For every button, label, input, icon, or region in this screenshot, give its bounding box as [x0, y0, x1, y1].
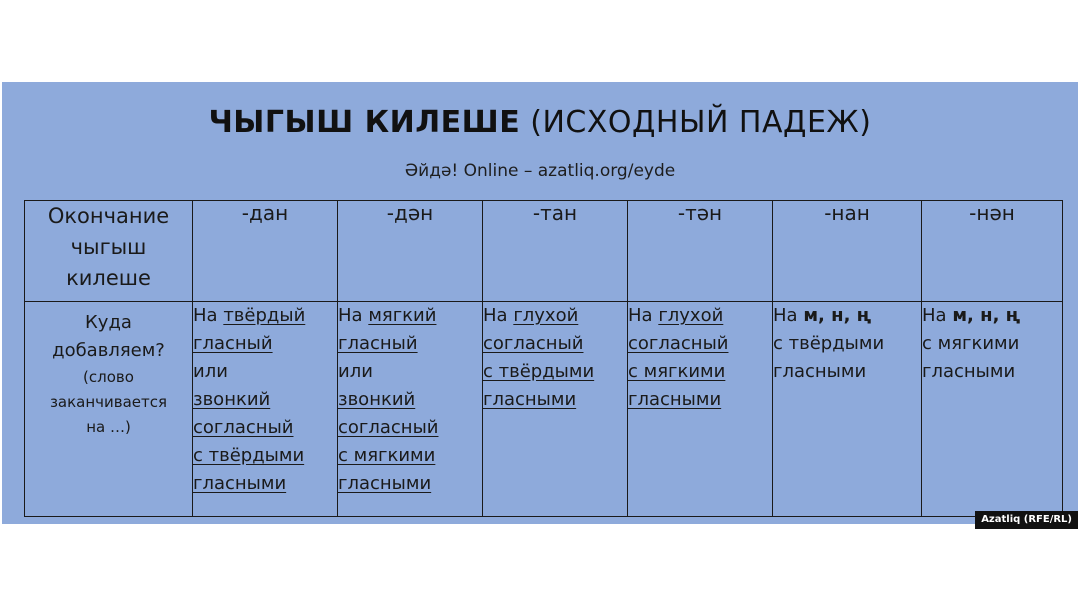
suffix-header-naen: -нән [922, 201, 1063, 302]
rule-prefix: На [193, 305, 218, 326]
rule-letters: м, н, ң [952, 305, 1021, 326]
header-label-cell [25, 201, 193, 302]
rule-line: согласный [193, 417, 294, 438]
rule-line: твёрдый [223, 305, 306, 326]
rule-prefix: На [483, 305, 508, 326]
rule-line: согласный [628, 333, 729, 354]
suffix-header-tan: -тан [483, 201, 628, 302]
rule-prefix: На [338, 305, 363, 326]
row-note-line: (слово [83, 368, 134, 386]
rule-line: с мягкими [628, 361, 726, 382]
suffix-header-nan: -нан [773, 201, 922, 302]
credit-badge: Azatliq (RFE/RL) [975, 511, 1078, 529]
row-label-cell [25, 302, 193, 517]
rule-cell-dan [193, 302, 338, 517]
rule-cell-tan [483, 302, 628, 517]
rule-line: гласными [483, 389, 577, 410]
suffix-header-taen: -тән [628, 201, 773, 302]
rule-prefix: На [922, 305, 947, 326]
suffix-header-dan: -дан [193, 201, 338, 302]
rule-line: гласными [338, 473, 432, 494]
rule-cell-taen [628, 302, 773, 517]
header-label-line: чыгыш [70, 235, 147, 259]
rule-line: или [193, 361, 228, 382]
ablative-suffix-table [24, 200, 1063, 517]
rule-line: с твёрдыми [773, 333, 885, 354]
rule-letters: м, н, ң [803, 305, 872, 326]
header-label-line: килеше [66, 266, 151, 290]
table-rule-row [25, 302, 1063, 517]
rule-cell-naen [922, 302, 1063, 517]
rule-line: с твёрдыми [483, 361, 595, 382]
rule-line: гласный [338, 333, 418, 354]
rule-line: гласными [773, 361, 867, 382]
page-subtitle: Әйдә! Online – azatliq.org/eyde [404, 161, 676, 181]
rule-prefix: На [628, 305, 653, 326]
rule-line: с твёрдыми [193, 445, 305, 466]
rule-line: или [338, 361, 373, 382]
rule-line: гласными [193, 473, 287, 494]
rule-line: гласными [922, 361, 1016, 382]
rule-line: согласный [483, 333, 584, 354]
content-panel [2, 82, 1078, 524]
rule-line: глухой [658, 305, 724, 326]
page-title [2, 105, 1078, 140]
header-label-line: Окончание [47, 204, 170, 228]
rule-cell-nan [773, 302, 922, 517]
title-paren: (ИСХОДНЫЙ ПАДЕЖ) [530, 105, 872, 140]
rule-line: гласными [628, 389, 722, 410]
title-main: ЧЫГЫШ КИЛЕШЕ [208, 105, 521, 140]
rule-line: гласный [193, 333, 273, 354]
suffix-header-daen: -дән [338, 201, 483, 302]
rule-line: звонкий [338, 389, 416, 410]
row-note-line: на …) [86, 418, 131, 436]
rule-line: с мягкими [338, 445, 436, 466]
row-note-line: заканчивается [49, 393, 168, 411]
row-question: Куда добавляем? [52, 312, 165, 361]
rule-line: согласный [338, 417, 439, 438]
table-header-row [25, 201, 1063, 302]
rule-line: звонкий [193, 389, 271, 410]
rule-line: глухой [513, 305, 579, 326]
rule-prefix: На [773, 305, 798, 326]
rule-line: с мягкими [922, 333, 1020, 354]
rule-cell-daen [338, 302, 483, 517]
rule-line: мягкий [368, 305, 437, 326]
